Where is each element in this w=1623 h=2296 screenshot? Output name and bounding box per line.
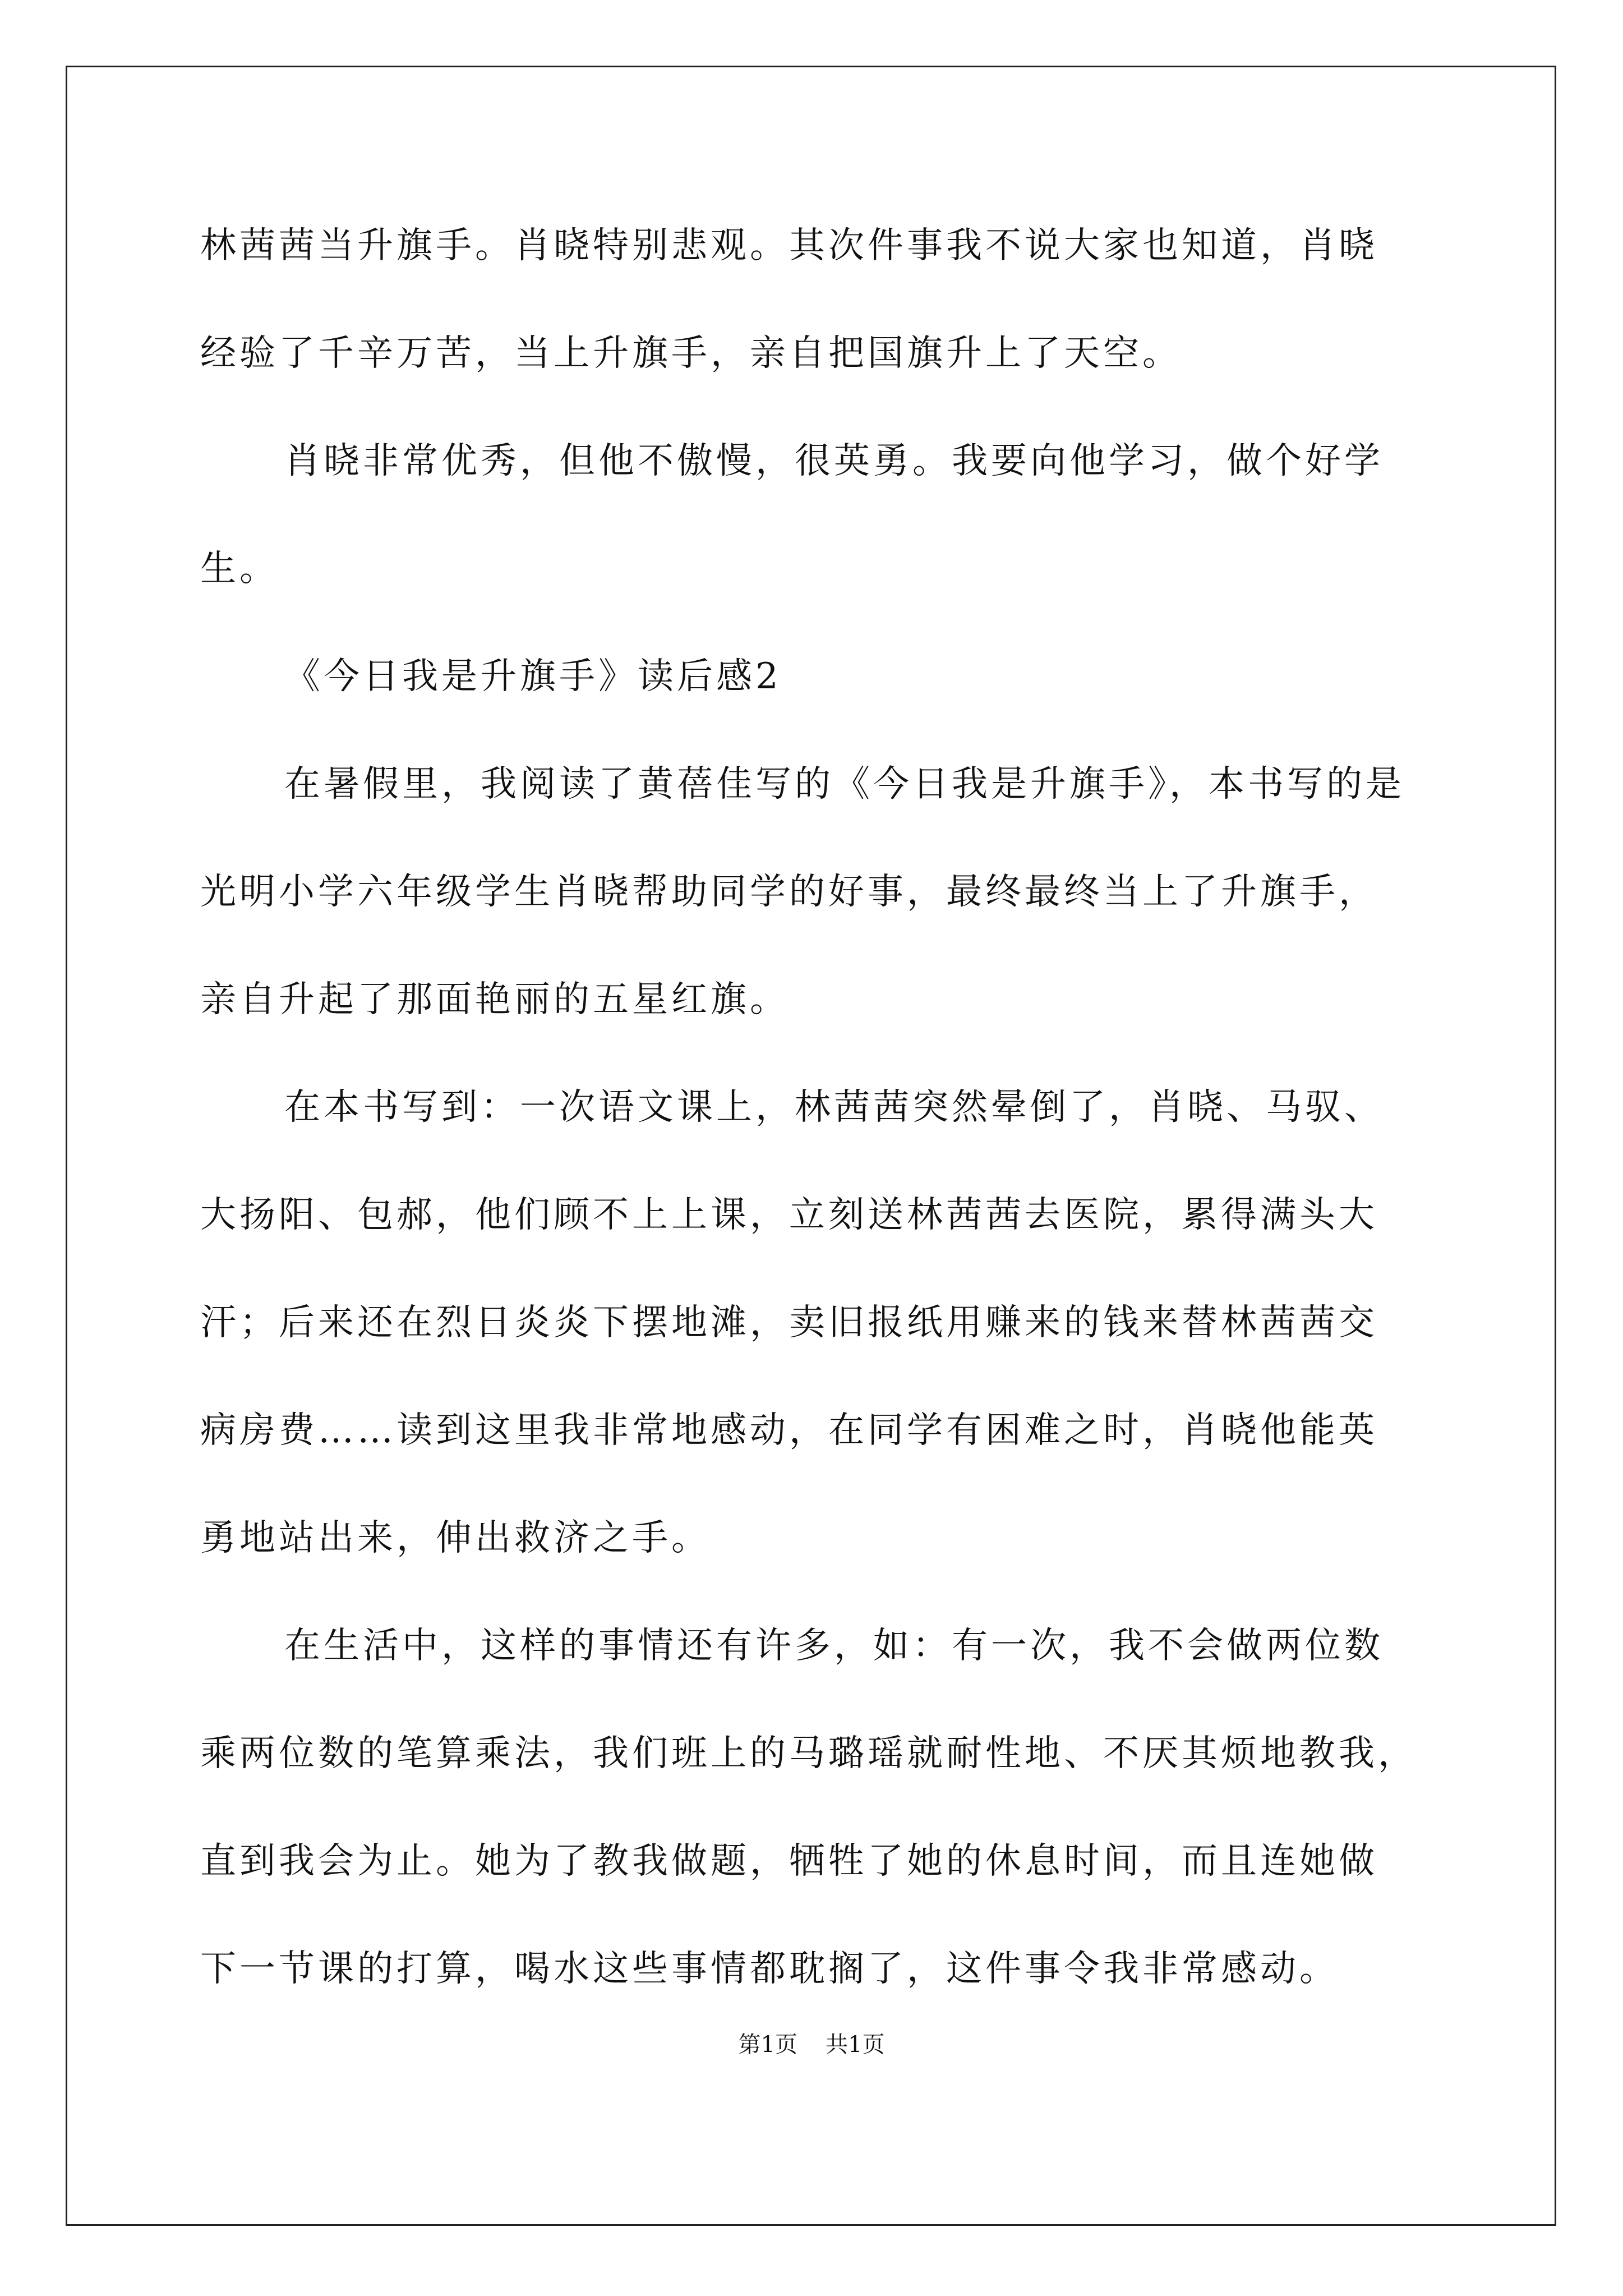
- page-total: 共1页: [826, 2032, 885, 2058]
- document-body: [200, 219, 1428, 2050]
- text-line: 生。: [200, 548, 279, 590]
- text-line: 经验了千辛万苦，当上升旗手，亲自把国旗升上了天空。: [200, 333, 1182, 374]
- section-heading: 《今日我是升旗手》读后感2: [284, 656, 782, 697]
- text-line: 病房费……读到这里我非常地感动，在同学有困难之时，肖晓他能英: [200, 1410, 1378, 1451]
- text-line: 直到我会为止。她为了教我做题，牺牲了她的休息时间，而且连她做: [200, 1841, 1378, 1882]
- text-line: 林茜茜当升旗手。肖晓特别悲观。其次件事我不说大家也知道，肖晓: [200, 225, 1378, 266]
- text-line: 乘两位数的笔算乘法，我们班上的马璐瑶就耐性地、不厌其烦地教我，: [200, 1733, 1417, 1774]
- page-number: 第1页: [738, 2032, 797, 2058]
- text-line: 下一节课的打算，喝水这些事情都耽搁了，这件事令我非常感动。: [200, 1948, 1339, 1990]
- text-line: 大扬阳、包郝，他们顾不上上课，立刻送林茜茜去医院，累得满头大: [200, 1194, 1378, 1236]
- text-line: 汗；后来还在烈日炎炎下摆地滩，卖旧报纸用赚来的钱来替林茜茜交: [200, 1302, 1378, 1343]
- text-line: 在生活中，这样的事情还有许多，如：有一次，我不会做两位数: [284, 1625, 1384, 1667]
- text-line: 光明小学六年级学生肖晓帮助同学的好事，最终最终当上了升旗手，: [200, 871, 1378, 913]
- page-footer: [0, 2028, 1623, 2062]
- text-line: 亲自升起了那面艳丽的五星红旗。: [200, 979, 789, 1020]
- text-line: 在暑假里，我阅读了黄蓓佳写的《今日我是升旗手》，本书写的是: [284, 763, 1405, 805]
- text-line: 肖晓非常优秀，但他不傲慢，很英勇。我要向他学习，做个好学: [284, 440, 1384, 482]
- text-line: 勇地站出来，伸出救济之手。: [200, 1517, 711, 1559]
- text-line: 在本书写到：一次语文课上，林茜茜突然晕倒了，肖晓、马驭、: [284, 1087, 1384, 1128]
